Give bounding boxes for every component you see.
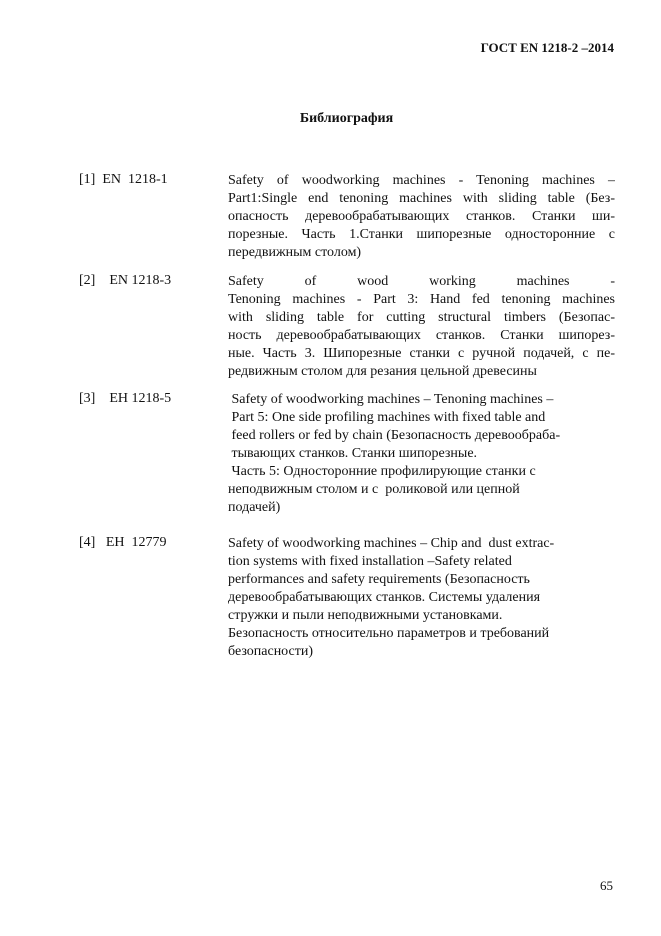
- entry-text-line: ность деревообрабатывающих станков. Станки шипорез-: [228, 328, 615, 343]
- entry-label: [2] EN 1218-3: [79, 273, 172, 288]
- entry-text-line: неподвижным столом и с роликовой или цепной: [228, 482, 520, 497]
- entry-text-line: tion systems with fixed installation –Safety related: [228, 554, 512, 569]
- entry-text-line: performances and safety requirements (Безопасность: [228, 572, 530, 587]
- entry-text-line: порезные. Часть 1.Станки шипорезные односторонние с: [228, 227, 615, 242]
- entry-text-line: Безопасность относительно параметров и требований: [228, 626, 550, 641]
- entry-text-line: feed rollers or fed by chain (Безопасность деревообраба-: [228, 428, 561, 443]
- entry-label: [1] EN 1218-1: [79, 172, 168, 187]
- entry-text-line: Safety of woodworking machines – Tenoning machines –: [228, 392, 554, 407]
- entry-text-line: Safety of wood working machines -: [228, 274, 615, 289]
- entry-text: [228, 273, 615, 381]
- page-number: 65: [600, 878, 613, 893]
- entry-text-line: передвижным столом): [228, 245, 362, 260]
- entry-text-line: деревообрабатывающих станков. Системы удаления: [228, 590, 541, 605]
- entry-text-line: редвижным столом для резания цельной древесины: [228, 364, 537, 379]
- entry-text-line: опасность деревообрабатывающих станков. Станки ши-: [228, 209, 615, 224]
- entry-text: [228, 172, 615, 262]
- entry-label: [4] EH 12779: [79, 535, 167, 550]
- entry-text-line: стружки и пыли неподвижными установками.: [228, 608, 503, 623]
- entry-text-line: Safety of woodworking machines – Chip and dust extrac-: [228, 536, 555, 551]
- page-title: Библиография: [299, 111, 394, 126]
- entry-text-line: безопасности): [228, 644, 314, 659]
- entry-text-line: тывающих станков. Станки шипорезные.: [228, 446, 478, 461]
- entry-text: [228, 391, 615, 517]
- entry-text-line: ные. Часть 3. Шипорезные станки с ручной подачей, с пе-: [228, 346, 615, 361]
- document-code-header: ГОСТ EN 1218-2 –2014: [480, 40, 614, 55]
- entry-text-line: with sliding table for cutting structural timbers (Безопас-: [228, 310, 615, 325]
- entry-text: [228, 535, 615, 661]
- entry-text-line: подачей): [228, 500, 281, 515]
- entry-text-line: Tenoning machines - Part 3: Hand fed tenoning machines: [228, 292, 615, 307]
- entry-text-line: Part1:Single end tenoning machines with sliding table (Без-: [228, 191, 615, 206]
- entry-text-line: Part 5: One side profiling machines with fixed table and: [228, 410, 546, 425]
- entry-text-line: Safety of woodworking machines - Tenoning machines –: [228, 173, 615, 188]
- entry-text-line: Часть 5: Односторонние профилирующие станки с: [228, 464, 536, 479]
- entry-label: [3] EH 1218-5: [79, 391, 172, 406]
